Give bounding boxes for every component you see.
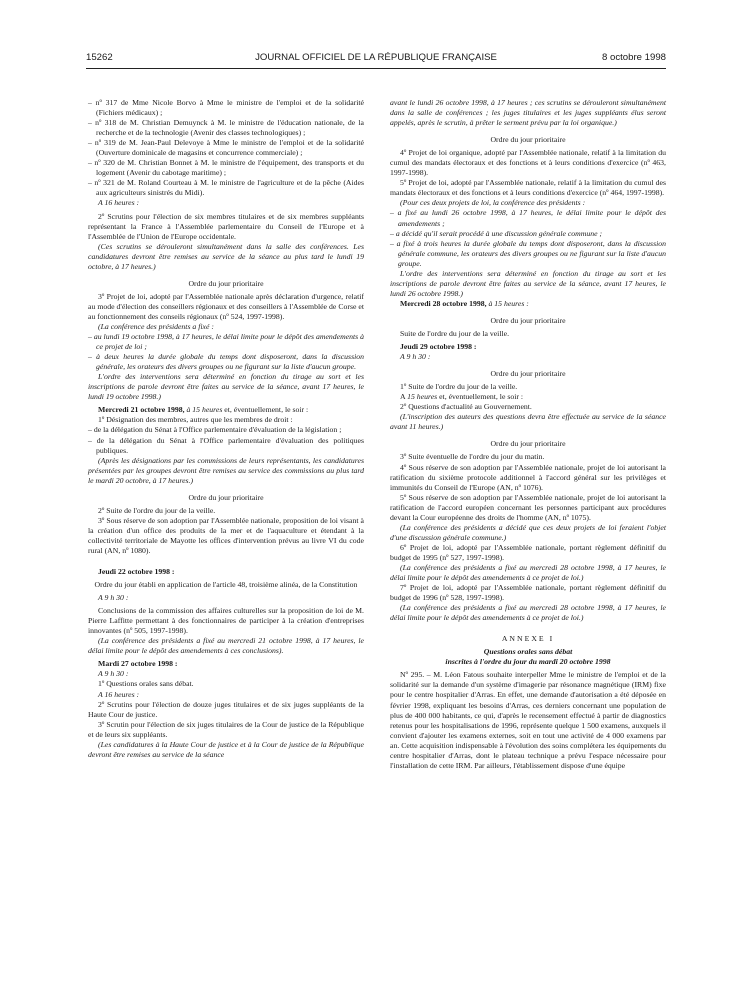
paragraph: 3º Sous réserve de son adoption par l'Assemblée nationale, proposition de loi visant à la création d'un office des produits de la mer et de l'aquaculture et étendant à la collectivité territoriale de Mayotte les offices d'intervention prévus au livre VI du code rural (AN, nº 1080). [88, 515, 364, 555]
paragraph: A 16 heures : [98, 689, 140, 699]
paragraph: – à deux heures la durée globale du temps dont disposeront, dans la discussion générale, les orateurs des divers groupes ou ne figurant sur la liste d'aucun groupe. [88, 352, 364, 372]
paragraph: Ordre du jour prioritaire [490, 315, 566, 325]
paragraph: A 9 h 30 : [98, 593, 129, 603]
paragraph: 2º Suite de l'ordre du jour de la veille. [98, 505, 216, 515]
paragraph: (La conférence des présidents a décidé que ces deux projets de loi feraient l'objet d'une discussion générale commune.) [390, 522, 666, 542]
paragraph: – nº 317 de Mme Nicole Borvo à Mme le ministre de l'emploi et de la solidarité (Fichiers médicaux) ; [88, 98, 364, 118]
paragraph: – nº 321 de M. Roland Courteau à M. le ministre de l'agriculture et de la pêche (Aides aux agriculteurs sinistrés du Midi). [88, 178, 364, 198]
text-run: et, éventuellement, le soir : [222, 405, 309, 415]
paragraph: L'ordre des interventions sera déterminé en fonction du tirage au sort et les inscriptions de parole devront être faites au service de la séance, avant 17 heures, le lundi 26 octobre 1998.) [390, 268, 666, 298]
text-run: et, éventuellement, le soir : [437, 392, 524, 402]
paragraph: Suite de l'ordre du jour de la veille. [400, 328, 510, 338]
paragraph: 4º Projet de loi organique, adopté par l'Assemblée nationale, relatif à la limitation du cumul des mandats électoraux et des fonctions et à leurs conditions d'exercice (nº 463, 1997-1998). [390, 148, 666, 178]
paragraph: Nº 295. – M. Léon Fatous souhaite interpeller Mme le ministre de l'emploi et de la solidarité sur la demande d'un système d'imagerie par résonance magnétique (IRM) fixe pour le centre hospitalier d'Arras. En effet, une demande d'autorisation a été déposée en février 1998, expliquant les besoins d'Arras, ces derniers concernant une population de plus de 400 000 habitants, ce qui, d'après le recensement effectué à partir de diagnostics retenus pour les hospitalisations de 1996, représente quelque 1 500 examens, auxquels il convient d'ajouter les examens externes, soit en tout une activité de 4 000 examens par an. Cette acquisition indispensable à l'évolution des soins complétera les équipements du centre hospitalier d'Arras, dont le plateau technique a prévu l'espace nécessaire pour l'installation de cette IRM. Par ailleurs, l'établissement dispose d'une équipe [390, 670, 666, 770]
paragraph: 3º Projet de loi, adopté par l'Assemblée nationale après déclaration d'urgence, relatif au mode d'élection des conseillers régionaux et des conseillers à l'Assemblée de Corse et au fonctionnement des conseils régionaux (nº 524, 1997-1998). [88, 291, 364, 321]
paragraph: 2º Questions d'actualité au Gouvernement. [400, 402, 532, 412]
paragraph: Jeudi 29 octobre 1998 : [400, 342, 477, 352]
paragraph: – au lundi 19 octobre 1998, à 17 heures, le délai limite pour le dépôt des amendements à ce projet de loi ; [88, 332, 364, 352]
text-run: 15 heures [407, 392, 438, 402]
paragraph: 3º Suite éventuelle de l'ordre du jour du matin. [400, 452, 545, 462]
paragraph: Ordre du jour prioritaire [188, 278, 264, 288]
page-number: 15262 [86, 52, 113, 63]
paragraph: 7º Projet de loi, adopté par l'Assemblée nationale, portant règlement définitif du budget de 1996 (nº 528, 1997-1998). [390, 583, 666, 603]
paragraph: 5º Projet de loi, adopté par l'Assemblée nationale, relatif à la limitation du cumul des mandats électoraux et des fonctions et à leurs conditions d'exercice (nº 464, 1997-1998). [390, 178, 666, 198]
paragraph: (L'inscription des auteurs des questions devra être effectuée au service de la séance avant 11 heures.) [390, 412, 666, 432]
paragraph: Ordre du jour prioritaire [188, 492, 264, 502]
paragraph: avant le lundi 26 octobre 1998, à 17 heures ; ces scrutins se dérouleront simultanément dans la salle de conférences ; les juges titulaires et les juges suppléants élus seront appelés, après le scrutin, à prêter le serment prévu par la loi organique.) [390, 98, 666, 128]
left-column [88, 98, 364, 760]
paragraph: Ordre du jour prioritaire [490, 439, 566, 449]
paragraph: 1º Suite de l'ordre du jour de la veille. [400, 382, 518, 392]
paragraph: 3º Scrutin pour l'élection de six juges titulaires de la Cour de justice de la République et de leurs six suppléants. [88, 719, 364, 739]
paragraph: – de la délégation du Sénat à l'Office parlementaire d'évaluation de la législation ; [88, 425, 342, 435]
paragraph: – a décidé qu'il serait procédé à une discussion générale commune ; [390, 228, 603, 238]
paragraph [390, 392, 666, 402]
paragraph: (Les candidatures à la Haute Cour de justice et à la Cour de justice de la République devront être remises au service de la séance [88, 739, 364, 759]
page-header [86, 52, 666, 69]
paragraph: A 9 h 30 : [98, 669, 129, 679]
paragraph: 4º Sous réserve de son adoption par l'Assemblée nationale, projet de loi autorisant la ratification du sixième protocole additionnel à l'accord général sur les privilèges et immunités du Conseil de l'Europe (AN, nº 1076). [390, 462, 666, 492]
text-run: Mercredi 21 octobre 1998, [98, 405, 187, 415]
text-run: à 15 heures : [488, 298, 529, 308]
paragraph: inscrites à l'ordre du jour du mardi 20 octobre 1998 [445, 657, 611, 667]
paragraph: – a fixé à trois heures la durée globale du temps dont disposeront, dans la discussion générale commune, les orateurs des divers groupes ou ne figurant sur la liste d'aucun groupe. [390, 238, 666, 268]
paragraph: A 16 heures : [98, 198, 140, 208]
paragraph: (Pour ces deux projets de loi, la conférence des présidents : [400, 198, 586, 208]
paragraph: Ordre du jour établi en application de l'article 48, troisième alinéa, de la Constitution [94, 580, 358, 590]
paragraph: (Ces scrutins se dérouleront simultanément dans la salle des conférences. Les candidatures devront être remises au service de la séance au plus tard le lundi 19 octobre, à 17 heures.) [88, 241, 364, 271]
paragraph: 1º Désignation des membres, autres que les membres de droit : [98, 415, 293, 425]
paragraph: L'ordre des interventions sera déterminé en fonction du tirage au sort et les inscriptions de parole devront être faites au service de la séance, avant 17 heures, le lundi 19 octobre 1998.) [88, 372, 364, 402]
paragraph: 2º Scrutins pour l'élection de six membres titulaires et de six membres suppléants représentant la France à l'Assemblée parlementaire du Conseil de l'Europe et à l'Assemblée de l'Union de l'Europe occidentale. [88, 211, 364, 241]
paragraph: (La conférence des présidents a fixé au mercredi 28 octobre 1998, à 17 heures, le délai limite pour le dépôt des amendements à ce projet de loi.) [390, 603, 666, 623]
paragraph: – nº 318 de M. Christian Demuynck à M. le ministre de l'éducation nationale, de la recherche et de la technologie (Avenir des classes technologiques) ; [88, 118, 364, 138]
paragraph [88, 405, 364, 415]
paragraph: 2º Scrutins pour l'élection de douze juges titulaires et de six juges suppléants de la Haute Cour de justice. [88, 699, 364, 719]
text-run: Mercredi 28 octobre 1998, [400, 298, 489, 308]
paragraph: Mardi 27 octobre 1998 : [98, 659, 178, 669]
paragraph: 1º Questions orales sans débat. [98, 679, 194, 689]
paragraph: – nº 320 de M. Christian Bonnet à M. le ministre de l'équipement, des transports et du logement (Avenir du cabotage maritime) ; [88, 158, 364, 178]
paragraph: 5º Sous réserve de son adoption par l'Assemblée nationale, projet de loi autorisant la ratification de l'accord européen concernant les personnes participant aux procédures devant la Cour européenne des droits de l'homme (AN, nº 1075). [390, 492, 666, 522]
paragraph: (La conférence des présidents a fixé au mercredi 28 octobre 1998, à 17 heures, le délai limite pour le dépôt des amendements à ce projet de loi.) [390, 562, 666, 583]
issue-date: 8 octobre 1998 [601, 52, 666, 63]
paragraph: – nº 319 de M. Jean-Paul Delevoye à Mme le ministre de l'emploi et de la solidarité (Ouverture dominicale de magasins et concurrence commerciale) ; [88, 138, 364, 158]
paragraph: (La conférence des présidents a fixé : [98, 321, 214, 331]
paragraph: – a fixé au lundi 26 octobre 1998, à 17 heures, le délai limite pour le dépôt des amendements ; [390, 208, 666, 228]
text-run: à 15 heures [186, 405, 223, 415]
paragraph: A 9 h 30 : [400, 352, 431, 362]
right-column [390, 98, 666, 771]
paragraph: Conclusions de la commission des affaires culturelles sur la proposition de loi de M. Pierre Laffitte permettant à des fonctionnaires de participer à la création d'entreprises innovantes (nº 505, 1997-1998). [88, 606, 364, 636]
paragraph: Ordre du jour prioritaire [490, 369, 566, 379]
paragraph [390, 299, 666, 309]
paragraph: ANNEXE I [501, 634, 555, 644]
paragraph: Jeudi 22 octobre 1998 : [98, 567, 175, 577]
paragraph: Questions orales sans débat [483, 647, 573, 657]
paragraph: (La conférence des présidents a fixé au mercredi 21 octobre 1998, à 17 heures, le délai limite pour le dépôt des amendements à ces conclusions). [88, 636, 364, 656]
paragraph: Ordre du jour prioritaire [490, 135, 566, 145]
journal-title: JOURNAL OFFICIEL DE LA RÉPUBLIQUE FRANÇAISE [255, 52, 497, 63]
paragraph: – de la délégation du Sénat à l'Office parlementaire d'évaluation des politiques publiques. [88, 435, 364, 455]
text-run: A [400, 392, 408, 402]
paragraph: 6º Projet de loi, adopté par l'Assemblée nationale, portant règlement définitif du budget de 1995 (nº 527, 1997-1998). [390, 542, 666, 562]
paragraph: (Après les désignations par les commissions de leurs représentants, les candidatures présentées par les groupes devront être remises au service des commissions au plus tard le mardi 20 octobre, à 17 heures.) [88, 455, 364, 485]
